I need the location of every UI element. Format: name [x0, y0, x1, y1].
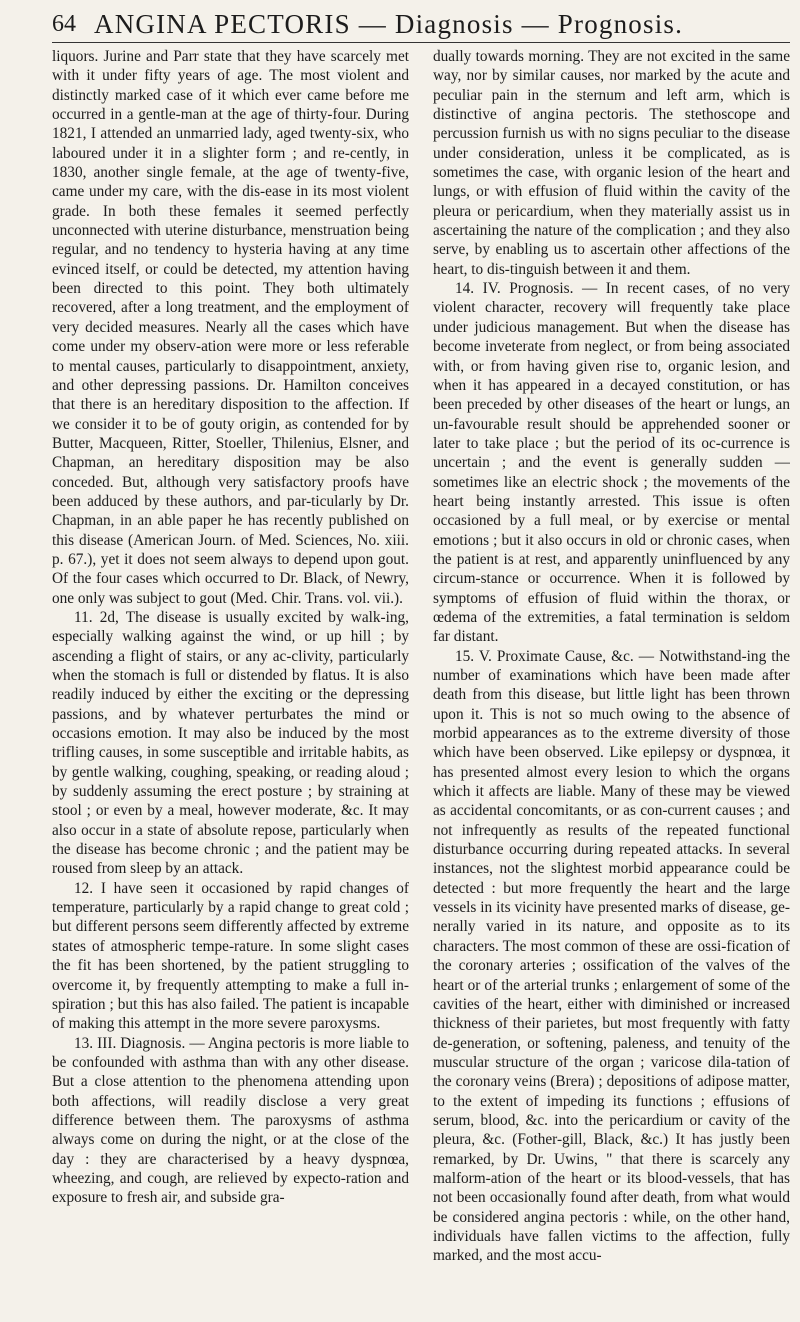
paragraph-11: 11. 2d, The disease is usually excited by walk-ing, especially walking against the wind, or up hill ; by ascending a flight of stairs, or any ac-clivity, particularly when the stomach is full or distended by flatus. It is also readily induced by either the exciting or the depressing passions, and by whatever perturbates the mind or occasions emotion. It may also be induced by the most trifling causes, in some susceptible and irritable habits, as by gentle walking, coughing, speaking, or reading aloud ; by suddenly assuming the erect posture ; by straining at stool ; or even by a meal, however moderate, &c. It may also occur in a state of absolute repose, particularly when the disease has become chronic ; and the patient may be roused from sleep by an attack. [52, 608, 409, 878]
paragraph-liquors: liquors. Jurine and Parr state that they have scarcely met with it under fifty years of age. The most violent and distinctly marked case of it which ever came before me occurred in a gentle-man at the age of thirty-four. During 1821, I attended an unmarried lady, aged twenty-six, who laboured under it in a slighter form ; and re-cently, in 1830, another single female, at the age of twenty-five, came under my care, with the dis-ease in its most violent grade. In both these females it seemed perfectly unconnected with uterine disturbance, menstruation being regular, and no tendency to hysteria having at any time evinced itself, or could be detected, my attention having been directed to this point. They both ultimately recovered, after a long treatment, and the employment of very decided measures. Nearly all the cases which have come under my observ-ation were more or less referable to mental causes, particularly to disappointment, anxiety, and other depressing passions. Dr. Hamilton conceives that there is an hereditary disposition to the affection. If we consider it to be of gouty origin, as contended for by Butter, Macqueen, Ritter, Stoeller, Thilenius, Elsner, and Chapman, an hereditary disposition may be also conceded. But, although very satisfactory proofs have been adduced by these authors, and par-ticularly by Dr. Chapman, in an able paper he has recently published on this disease (American Journ. of Med. Sciences, No. xiii. p. 67.), yet it does not seem always to depend upon gout. Of the four cases which occurred to Dr. Black, of Newry, one only was subject to gout (Med. Chir. Trans. vol. vii.). [52, 48, 409, 607]
running-title: ANGINA PECTORIS — Diagnosis — Prognosis. [94, 8, 684, 39]
page-header [52, 6, 790, 43]
paragraph-15-proximate-cause: 15. V. Proximate Cause, &c. — Notwithstand-ing the number of examinations which have been made after death from this disease, but little light has been thrown upon it. This is not so much owing to the absence of morbid appearances as to the extreme diversity of those which have been observed. Like epilepsy or dyspnœa, it has presented almost every lesion to which the organs which it affects are liable. Many of these may be viewed as accidental concomitants, or as con-current causes ; and not infrequently as results of the repeated functional disturbance occurring during repeated attacks. In several instances, not the slightest morbid appearance could be detected : but more frequently the heart and the large vessels in its vicinity have presented marks of disease, ge-nerally varied in its nature, and opposite as to its characters. The most common of these are ossi-fication of the coronary arteries ; ossification of the valves of the heart or of the arterial trunks ; enlargement of some of the cavities of the heart, either with diminished or increased thickness of their parietes, but most frequently with fatty de-generation, or softening, paleness, and tenuity of the muscular structure of the organ ; varicose dila-tation of the coronary veins (Brera) ; depositions of adipose matter, to the extent of impeding its functions ; effusions of serum, blood, &c. into the pericardium or cavity of the pleura, &c. (Fother-gill, Black, &c.) It has justly been remarked, by Dr. Uwins, " that there is scarcely any malform-ation of the heart or its blood-vessels, that has not been occasionally found after death, from what would be considered angina pectoris : while, on the other hand, individuals have fallen victims to the affection, fully marked, and the most accu- [433, 647, 790, 1265]
text-columns [52, 47, 790, 1315]
page-number: 64 [52, 10, 76, 37]
paragraph-continued: dually towards morning. They are not excited in the same way, nor by similar causes, nor marked by the acute and peculiar pain in the sternum and left arm, which is distinctive of angina pectoris. The stethoscope and percussion furnish us with no signs peculiar to the disease under consideration, unless it be complicated, as is sometimes the case, with organic lesion of the heart and lungs, or with effusion of fluid within the cavity of the pleura or pericardium, when they materially assist us in ascertaining the nature of the complication ; and they also serve, by enabling us to ascertain other affections of the heart, to dis-tinguish between it and them. [433, 48, 790, 278]
left-column [52, 47, 409, 1315]
right-column [433, 47, 790, 1315]
paragraph-14-prognosis: 14. IV. Prognosis. — In recent cases, of no very violent character, recovery will frequently take place under judicious management. But when the disease has become inveterate from neglect, or from being associated with, or from having given rise to, organic lesion, and when it has appeared in a decayed constitution, or has been preceded by other diseases of the heart or lungs, an un-favourable result should be apprehended sooner or later to take place ; but the period of its oc-currence is uncertain ; and the event is generally sudden — sometimes like an electric shock ; the movements of the heart being instantly arrested. This issue is often occasioned by a full meal, or by exercise or mental emotions ; but it also occurs in old or chronic cases, when the patient is at rest, and apparently uninfluenced by any circum-stance or occurrence. When it is followed by symptoms of effusion of fluid within the thorax, or œdema of the extremities, a fatal termination is seldom far distant. [433, 280, 790, 646]
paragraph-13-diagnosis: 13. III. Diagnosis. — Angina pectoris is more liable to be confounded with asthma than with any other disease. But a close attention to the phenomena attending upon both affections, will readily disclose a very great difference between them. The paroxysms of asthma always come on during the night, or at the close of the day : they are characterised by a heavy dyspnœa, wheezing, and cough, are relieved by expecto-ration and exposure to fresh air, and subside gra- [52, 1034, 409, 1207]
paragraph-12: 12. I have seen it occasioned by rapid changes of temperature, particularly by a rapid change to great cold ; but different persons seem differently affected by extreme states of atmospheric tempe-rature. In some slight cases the fit has been shortened, by the patient struggling to overcome it, by frequently attempting to make a full in-spiration ; but this has also failed. The patient is incapable of making this attempt in the more severe paroxysms. [52, 879, 409, 1033]
